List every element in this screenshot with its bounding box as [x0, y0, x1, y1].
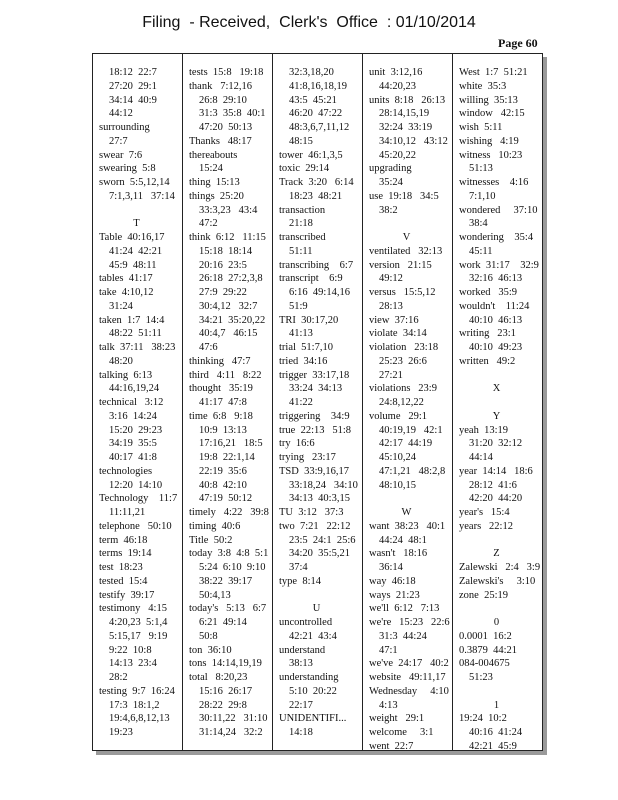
index-entry: term 46:18 [99, 534, 148, 546]
index-page-refs: 48:3,6,7,11,12 [289, 122, 350, 133]
index-page-refs: 26:18 27:2,3,8 [199, 273, 263, 285]
index-entry: Technology 11:7 [99, 493, 178, 505]
index-entry: technologies [99, 465, 153, 477]
index-entry: violate 34:14 [369, 328, 427, 340]
index-entry: today 3:8 4:8 5:1 [189, 548, 269, 560]
index-column-1 [93, 54, 183, 750]
index-page-refs: 4:13 [379, 699, 398, 711]
index-page-refs: 51:11 [289, 245, 313, 257]
index-entry: things 25:20 [189, 190, 244, 202]
index-entry: transcribed [279, 232, 326, 243]
index-page-refs: 7:1,3,11 37:14 [109, 190, 175, 202]
index-page-refs: 4:20,23 5:1,4 [109, 617, 168, 628]
index-page-refs: 37:4 [289, 562, 308, 573]
index-page-refs: 27:7 [109, 135, 128, 147]
index-entry: testimony 4:15 [99, 603, 167, 615]
index-entry: ventilated 32:13 [369, 245, 443, 257]
index-page-refs: 42:21 43:4 [289, 630, 337, 642]
index-page-refs: 14:18 [289, 727, 313, 738]
index-page-refs: 44:16,19,24 [109, 383, 160, 395]
index-entry: technical 3:12 [99, 397, 164, 408]
index-page-refs: 15:16 26:17 [199, 685, 253, 697]
index-page-refs: 19:23 [109, 727, 133, 738]
index-page-refs: 31:3 35:8 40:1 [199, 108, 266, 120]
index-page-refs: 45:11 [469, 245, 493, 257]
index-page-refs: 48:10,15 [379, 479, 417, 491]
index-entry: tower 46:1,3,5 [279, 149, 343, 161]
index-entry: thing 15:13 [189, 177, 240, 188]
index-entry: ton 36:10 [189, 644, 232, 656]
index-page-refs: 10:9 13:13 [199, 424, 247, 436]
index-entry: TU 3:12 37:3 [279, 507, 344, 518]
index-entry: Zalewski 2:4 3:9 [459, 562, 541, 573]
index-entry: type 8:14 [279, 575, 321, 587]
index-page-refs: 17:3 18:1,2 [109, 699, 160, 711]
index-entry: swearing 5:8 [99, 163, 156, 175]
index-page-refs: 40:4,7 46:15 [199, 328, 258, 340]
index-page-refs: 44:24 48:1 [379, 534, 427, 546]
index-page-refs: 23:5 24:1 25:6 [289, 534, 356, 546]
page-number: Page 60 [498, 36, 538, 50]
index-entry: we'll 6:12 7:13 [369, 603, 440, 615]
index-entry: weight 29:1 [369, 713, 425, 725]
blank-line [369, 217, 450, 231]
index-page-refs: 43:5 45:21 [289, 94, 337, 106]
index-entry: Track 3:20 6:14 [279, 177, 354, 188]
index-entry: think 6:12 11:15 [189, 232, 266, 243]
index-entry: zone 25:19 [459, 589, 508, 601]
index-page-refs: 38:22 39:17 [199, 575, 253, 587]
index-page-refs: 45:10,24 [379, 452, 417, 463]
index-entry: white 35:3 [459, 80, 507, 92]
index-page-refs: 5:15,17 9:19 [109, 630, 168, 642]
index-page-refs: 3:16 14:24 [109, 410, 157, 422]
index-page-refs: 32:16 46:13 [469, 273, 523, 285]
index-page-refs: 18:12 22:7 [109, 67, 157, 78]
index-page-refs: 40:19,19 42:1 [379, 424, 443, 436]
index-page-refs: 51:23 [469, 672, 493, 683]
index-page-refs: 35:24 [379, 177, 403, 188]
index-page-refs: 7:1,10 [469, 190, 496, 202]
index-page-refs: 24:8,12,22 [379, 397, 424, 408]
index-entry: use 19:18 34:5 [369, 190, 439, 202]
index-page-refs: 28:12 41:6 [469, 479, 517, 491]
index-entry: take 4:10,12 [99, 287, 154, 298]
index-entry: 19:24 10:2 [459, 713, 507, 725]
index-page-refs: 6:16 49:14,16 [289, 287, 350, 298]
index-page-refs: 40:8 42:10 [199, 479, 247, 491]
index-page-refs: 41:17 47:8 [199, 397, 247, 408]
index-page-refs: 42:20 44:20 [469, 493, 523, 505]
index-entry: total 8:20,23 [189, 672, 248, 683]
index-entry: tested 15:4 [99, 575, 148, 587]
section-letter: 1 [493, 699, 500, 711]
index-entry: version 21:15 [369, 259, 432, 271]
index-page-refs: 6:21 49:14 [199, 617, 247, 628]
index-column-4 [363, 54, 453, 750]
index-page-refs: 45:20,22 [379, 149, 417, 161]
index-page-refs: 34:21 35:20,22 [199, 314, 266, 326]
index-page-refs: 42:21 45:9 [469, 740, 517, 750]
index-page-refs: 12:20 14:10 [109, 479, 163, 491]
index-page-refs: 28:13 [379, 300, 403, 312]
index-page-refs: 41:13 [289, 328, 313, 340]
index-page-refs: 28:22 29:8 [199, 699, 247, 711]
index-entry: Thanks 48:17 [189, 135, 252, 147]
index-page-refs: 15:18 18:14 [199, 245, 253, 257]
index-entry: year 14:14 18:6 [459, 465, 533, 477]
index-page-refs: 5:24 6:10 9:10 [199, 562, 266, 573]
index-entry: unit 3:12,16 [369, 67, 423, 78]
index-page-refs: 44:14 [469, 452, 493, 463]
index-page-refs: 25:23 26:6 [379, 355, 427, 367]
index-entry: surrounding [99, 122, 150, 133]
index-entry: 0.3879 44:21 [459, 644, 518, 656]
index-entry: went 22:7 [369, 740, 414, 750]
index-entry: understand [279, 644, 326, 656]
section-letter: X [492, 383, 501, 395]
blank-line [459, 396, 540, 410]
index-page-refs: 28:14,15,19 [379, 108, 430, 120]
index-page-refs: 31:14,24 32:2 [199, 727, 263, 738]
index-entry: trigger 33:17,18 [279, 369, 350, 381]
index-page-refs: 33:24 34:13 [289, 383, 343, 395]
index-entry: tried 34:16 [279, 355, 328, 367]
index-entry: volume 29:1 [369, 410, 428, 422]
index-entry: Zalewski's 3:10 [459, 575, 536, 587]
index-page-refs: 27:9 29:22 [199, 287, 247, 298]
index-entry: trial 51:7,10 [279, 342, 333, 353]
index-page-refs: 42:17 44:19 [379, 438, 433, 450]
index-entry: thereabouts [189, 149, 238, 161]
index-entry: talking 6:13 [99, 369, 153, 381]
section-letter: Y [492, 410, 501, 422]
index-page-refs: 20:16 23:5 [199, 259, 247, 271]
index-entry: talk 37:11 38:23 [99, 342, 176, 353]
index-page-refs: 27:20 29:1 [109, 80, 157, 92]
index-entry: West 1:7 51:21 [459, 67, 528, 78]
blank-line [459, 602, 540, 616]
index-entry: try 16:6 [279, 438, 315, 450]
index-page-refs: 26:8 29:10 [199, 94, 247, 106]
index-page-refs: 47:2 [199, 218, 218, 230]
index-page-refs: 47:1 [379, 644, 398, 656]
index-page-refs: 38:2 [379, 204, 398, 216]
index-page-refs: 46:20 47:22 [289, 108, 343, 120]
index-entry: wouldn't 11:24 [459, 300, 530, 312]
index-page-refs: 34:10,12 43:12 [379, 135, 448, 147]
index-entry: TSD 33:9,16,17 [279, 465, 350, 477]
index-page-refs: 38:4 [469, 218, 488, 230]
index-page-refs: 18:23 48:21 [289, 190, 343, 202]
index-entry: tests 15:8 19:18 [189, 67, 264, 78]
index-entry: wondered 37:10 [459, 204, 538, 216]
section-letter: U [312, 603, 321, 615]
blank-line [99, 204, 180, 218]
index-page-refs: 27:21 [379, 369, 403, 381]
index-entry: trying 23:17 [279, 452, 336, 463]
index-page-refs: 14:13 23:4 [109, 658, 157, 670]
index-page-refs: 34:13 40:3,15 [289, 493, 350, 505]
index-entry: swear 7:6 [99, 149, 143, 161]
index-entry: tables 41:17 [99, 273, 153, 285]
index-page-refs: 34:20 35:5,21 [289, 548, 350, 560]
index-entry: writing 23:1 [459, 328, 516, 340]
index-entry: thank 7:12,16 [189, 80, 252, 92]
index-entry: written 49:2 [459, 355, 516, 367]
index-page-refs: 21:18 [289, 218, 313, 230]
index-column-2 [183, 54, 273, 750]
index-page-refs: 34:14 40:9 [109, 94, 157, 106]
index-entry: TRI 30:17,20 [279, 314, 339, 326]
index-entry: welcome 3:1 [369, 727, 434, 738]
index-entry: violation 23:18 [369, 342, 439, 353]
index-entry: units 8:18 26:13 [369, 94, 446, 106]
index-entry: Title 50:2 [189, 534, 233, 546]
index-entry: website 49:11,17 [369, 672, 446, 683]
index-entry: we've 24:17 40:2 [369, 658, 449, 670]
index-page-refs: 32:3,18,20 [289, 67, 334, 78]
index-entry: two 7:21 22:12 [279, 520, 351, 532]
blank-line [459, 534, 540, 548]
index-entry: worked 35:9 [459, 287, 518, 298]
index-entry: work 31:17 32:9 [459, 259, 539, 271]
blank-line [459, 685, 540, 699]
index-entry: window 42:15 [459, 108, 525, 120]
index-entry: way 46:18 [369, 575, 416, 587]
index-entry: sworn 5:5,12,14 [99, 177, 170, 188]
index-page-refs: 22:19 35:6 [199, 465, 247, 477]
index-page-refs: 41:8,16,18,19 [289, 80, 348, 92]
index-entry: toxic 29:14 [279, 163, 330, 175]
index-page-refs: 40:17 41:8 [109, 452, 157, 463]
index-entry: versus 15:5,12 [369, 287, 436, 298]
index-page-refs: 47:19 50:12 [199, 493, 253, 505]
index-entry: uncontrolled [279, 617, 333, 628]
index-entry: 0.0001 16:2 [459, 630, 512, 642]
index-entry: years 22:12 [459, 520, 513, 532]
index-page-refs: 17:16,21 18:5 [199, 438, 263, 450]
index-page-refs: 22:17 [289, 699, 313, 711]
index-entry: witness 10:23 [459, 149, 523, 161]
index-entry: third 4:11 8:22 [189, 369, 262, 381]
index-entry: transcript 6:9 [279, 273, 343, 285]
index-entry: we're 15:23 22:6 [369, 617, 450, 628]
index-entry: triggering 34:9 [279, 410, 350, 422]
index-page-refs: 50:4,13 [199, 589, 231, 601]
index-page-refs: 11:11,21 [109, 507, 146, 518]
index-entry: witnesses 4:16 [459, 177, 529, 188]
index-entry: ways 21:23 [369, 589, 420, 601]
index-page-refs: 5:10 20:22 [289, 685, 337, 697]
index-page-refs: 36:14 [379, 562, 403, 573]
section-letter: W [401, 507, 412, 518]
index-page-refs: 47:6 [199, 342, 218, 353]
index-entry: understanding [279, 672, 339, 683]
blank-line [459, 369, 540, 383]
index-page [92, 53, 543, 751]
index-entry: violations 23:9 [369, 383, 437, 395]
index-page-refs: 28:2 [109, 672, 128, 683]
index-page-refs: 48:22 51:11 [109, 328, 162, 340]
index-page-refs: 30:11,22 31:10 [199, 713, 268, 725]
index-page-refs: 30:4,12 32:7 [199, 300, 258, 312]
index-page-refs: 47:20 50:13 [199, 122, 253, 133]
index-entry: taken 1:7 14:4 [99, 314, 165, 326]
index-page-refs: 50:8 [199, 630, 218, 642]
index-page-refs: 51:13 [469, 163, 493, 175]
index-page-refs: 19:4,6,8,12,13 [109, 713, 170, 725]
index-entry: want 38:23 40:1 [369, 520, 446, 532]
index-entry: telephone 50:10 [99, 520, 172, 532]
index-page-refs: 47:1,21 48:2,8 [379, 465, 446, 477]
index-page-refs: 48:15 [289, 135, 313, 147]
index-page-refs: 32:24 33:19 [379, 122, 433, 133]
index-column-3 [273, 54, 363, 750]
index-page-refs: 31:20 32:12 [469, 438, 523, 450]
blank-line [369, 492, 450, 506]
index-page-refs: 40:10 49:23 [469, 342, 523, 353]
index-page-refs: 44:20,23 [379, 80, 417, 92]
index-entry: wasn't 18:16 [369, 548, 428, 560]
index-entry: timely 4:22 39:8 [189, 507, 269, 518]
index-entry: testing 9:7 16:24 [99, 685, 175, 697]
blank-line [279, 589, 360, 603]
index-entry: year's 15:4 [459, 507, 510, 518]
index-page-refs: 9:22 10:8 [109, 644, 152, 656]
index-entry: yeah 13:19 [459, 424, 508, 436]
index-entry: wishing 4:19 [459, 135, 519, 147]
index-entry: UNIDENTIFI... [279, 713, 347, 725]
section-letter: 0 [493, 617, 500, 628]
index-page-refs: 44:12 [109, 108, 133, 120]
index-entry: upgrading [369, 163, 412, 175]
index-entry: test 18:23 [99, 562, 143, 573]
index-entry: timing 40:6 [189, 520, 241, 532]
index-page-refs: 41:24 42:21 [109, 245, 163, 257]
index-page-refs: 31:24 [109, 300, 133, 312]
index-page-refs: 51:9 [289, 300, 308, 312]
index-page-refs: 41:22 [289, 397, 313, 408]
index-entry: willing 35:13 [459, 94, 518, 106]
index-entry: true 22:13 51:8 [279, 424, 352, 436]
index-entry: testify 39:17 [99, 589, 155, 601]
index-entry: transcribing 6:7 [279, 259, 354, 271]
index-entry: today's 5:13 6:7 [189, 603, 267, 615]
index-page-refs: 38:13 [289, 658, 313, 670]
index-page-refs: 40:10 46:13 [469, 314, 523, 326]
index-page-refs: 33:18,24 34:10 [289, 479, 358, 491]
index-page-refs: 40:16 41:24 [469, 727, 523, 738]
index-entry: thought 35:19 [189, 383, 253, 395]
index-entry: wondering 35:4 [459, 232, 534, 243]
index-entry: transaction [279, 204, 326, 216]
index-page-refs: 15:24 [199, 163, 223, 175]
index-entry: Wednesday 4:10 [369, 685, 449, 697]
index-entry: 084-004675 [459, 658, 510, 670]
index-page-refs: 49:12 [379, 273, 403, 285]
index-entry: time 6:8 9:18 [189, 410, 253, 422]
index-entry: thinking 47:7 [189, 355, 251, 367]
index-page-refs: 19:8 22:1,14 [199, 452, 255, 463]
section-letter: T [133, 218, 140, 230]
index-entry: wish 5:11 [459, 122, 503, 133]
index-page-refs: 45:9 48:11 [109, 259, 157, 271]
index-entry: Table 40:16,17 [99, 232, 165, 243]
index-page-refs: 15:20 29:23 [109, 424, 163, 436]
section-letter: Z [493, 548, 500, 560]
index-page-refs: 34:19 35:5 [109, 438, 157, 450]
index-column-5 [453, 54, 542, 750]
index-page-refs: 48:20 [109, 355, 133, 367]
index-entry: tons 14:14,19,19 [189, 658, 262, 670]
index-page-refs: 31:3 44:24 [379, 630, 427, 642]
index-entry: terms 19:14 [99, 548, 152, 560]
index-entry: view 37:16 [369, 314, 419, 326]
filing-header: Filing - Received, Clerk's Office : 01/10/2014 [142, 14, 476, 31]
index-page-refs: 33:3,23 43:4 [199, 204, 258, 216]
section-letter: V [402, 232, 411, 243]
